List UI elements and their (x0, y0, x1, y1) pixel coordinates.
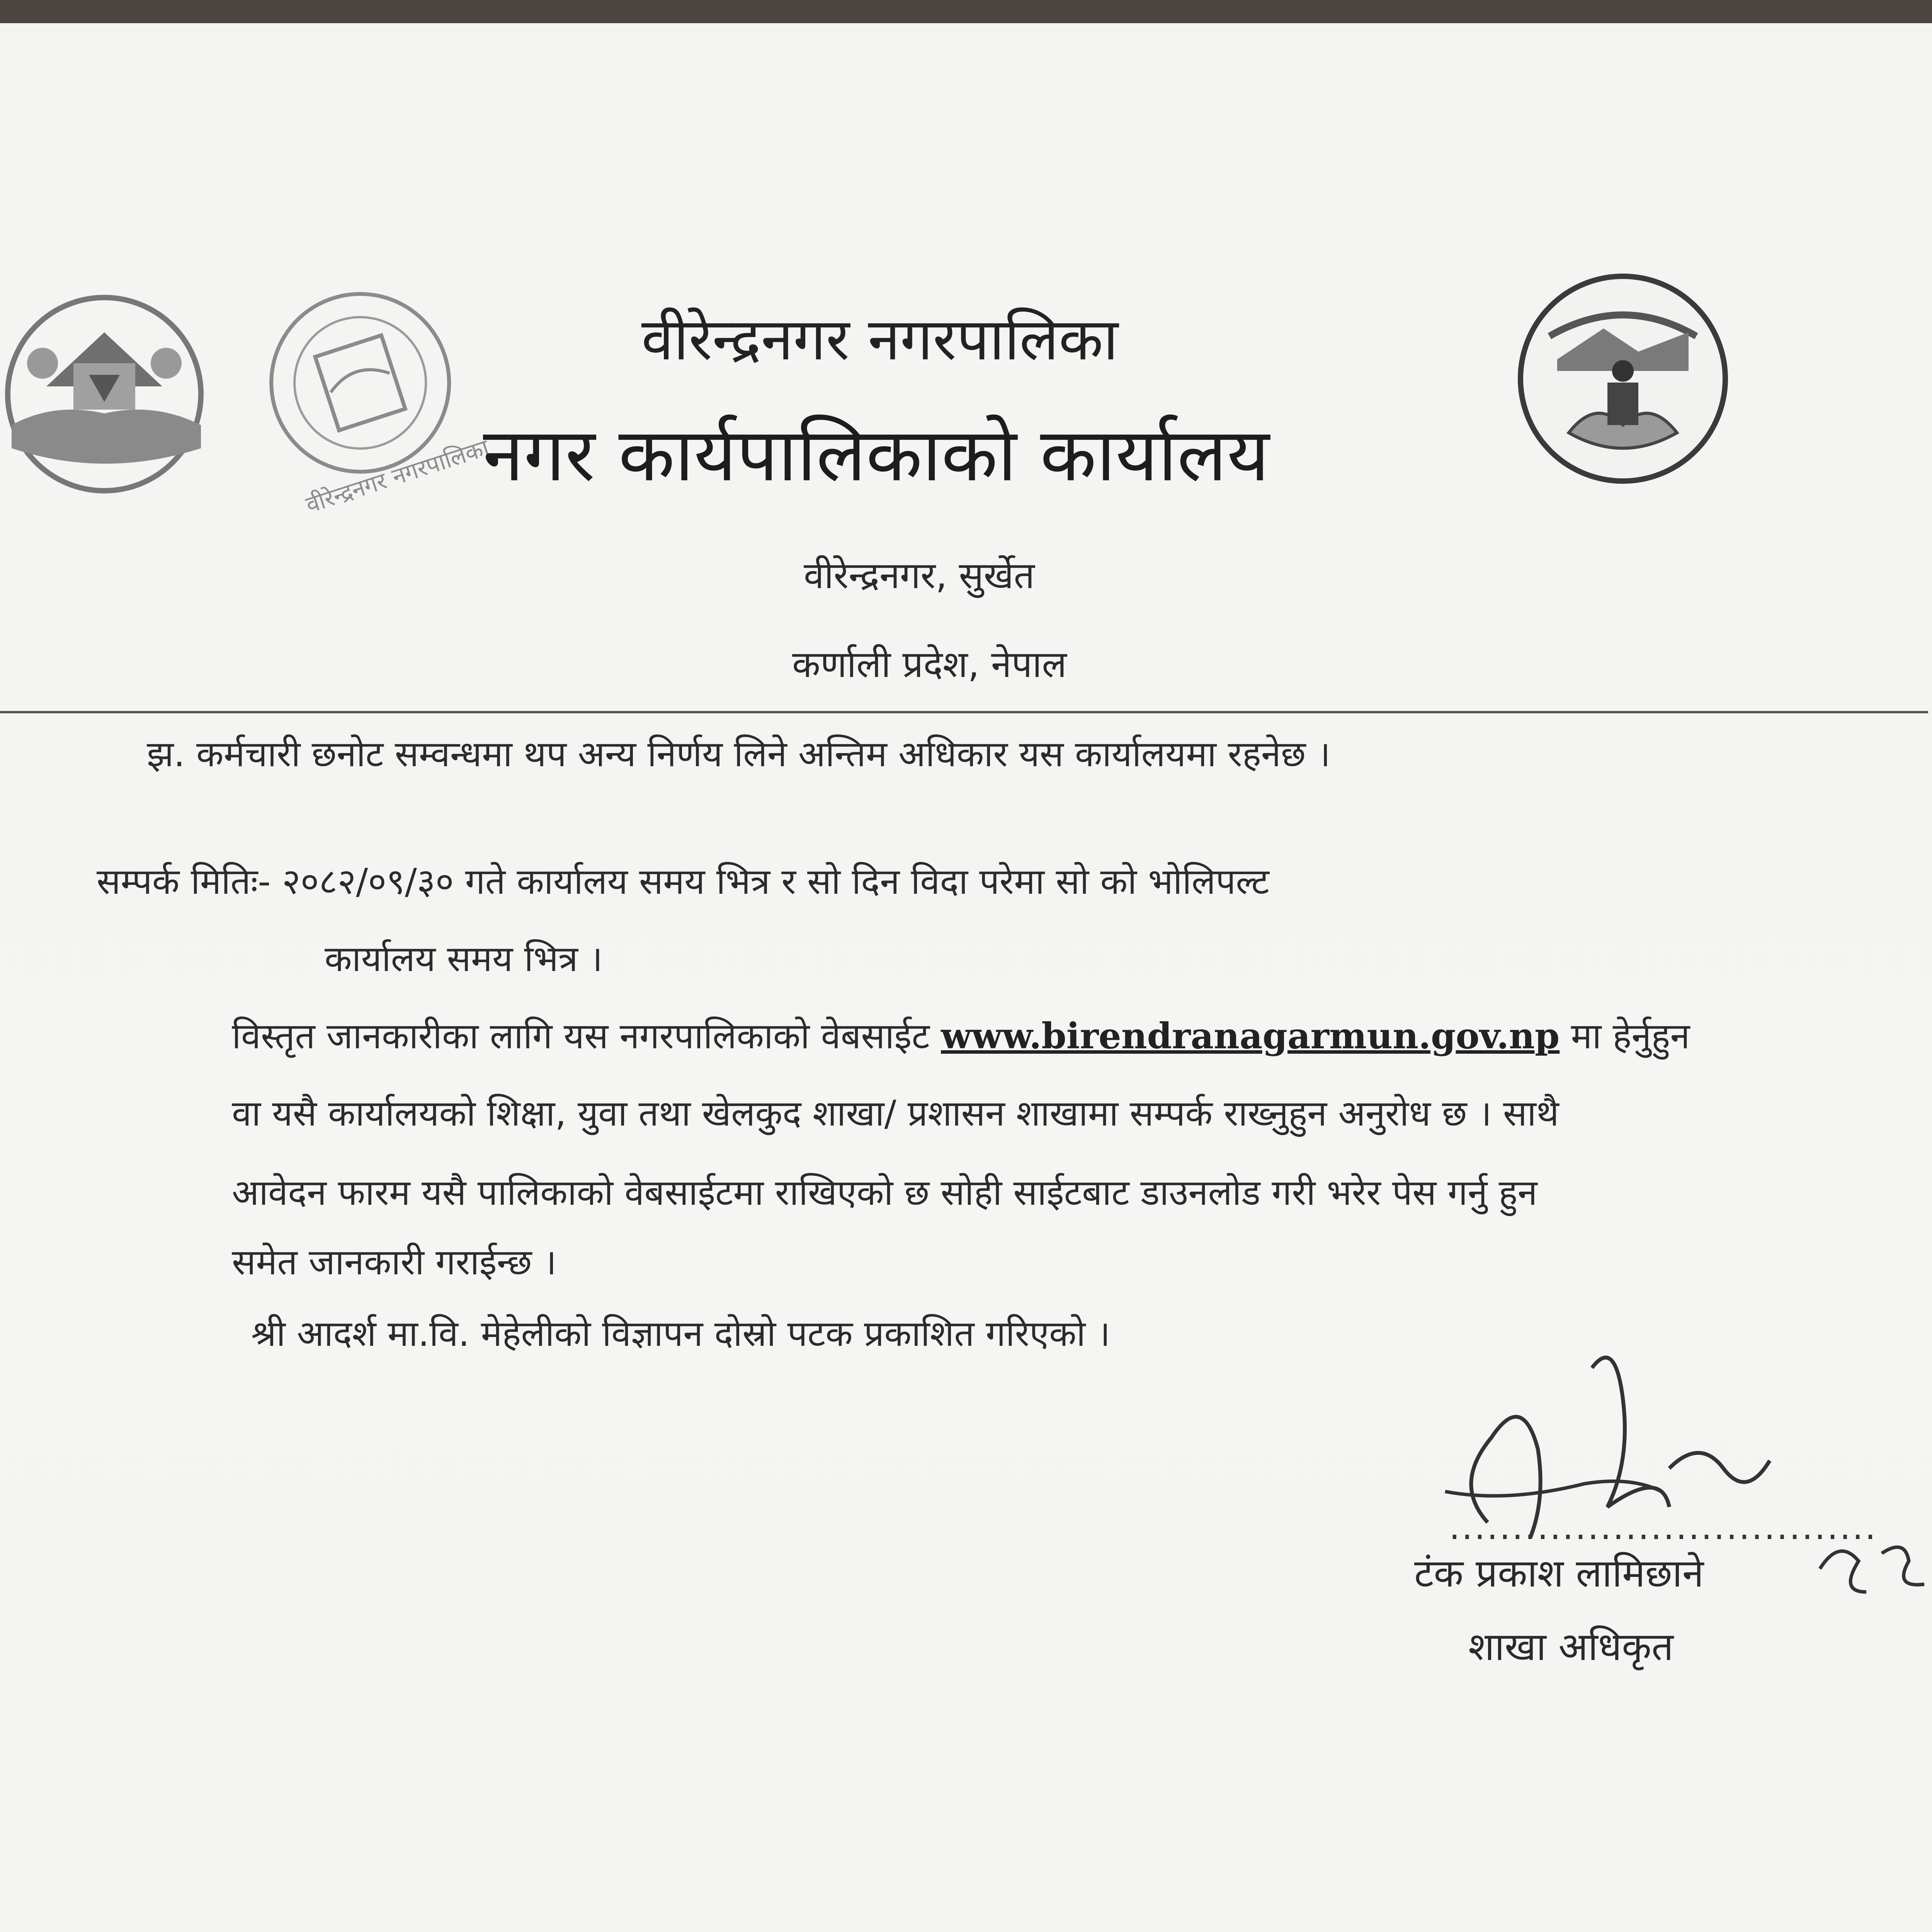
signatory-name: टंक प्रकाश लामिछाने (1414, 1551, 1704, 1596)
address-province: कर्णाली प्रदेश, नेपाल (792, 643, 1067, 686)
office-stamp-icon (236, 240, 514, 541)
info-line-4: समेत जानकारी गराईन्छ । (232, 1242, 557, 1283)
info-line-2: वा यसै कार्यालयको शिक्षा, युवा तथा खेलकुद शाखा/ प्रशासन शाखामा सम्पर्क राख्नुहुन अनुरोध छ । साथै (232, 1093, 1559, 1134)
info-text-post: मा हेर्नुहुन (1560, 1015, 1690, 1057)
address-city: वीरेन्द्रनगर, सुर्खेत (804, 554, 1035, 597)
municipality-name: वीरेन्द्रनगर नगरपालिका (641, 306, 1119, 373)
info-line-3: आवेदन फारम यसै पालिकाको वेबसाईटमा राखिएको छ सोही साईटबाट डाउनलोड गरी भरेर पेस गर्नु हुन (232, 1172, 1537, 1213)
stamp-text: वीरेन्द्रनगर नगरपालिका (302, 434, 493, 519)
office-name: नगर कार्यपालिकाको कार्यालय (483, 412, 1270, 498)
website-link[interactable]: www.birendranagarmun.gov.np (941, 1015, 1560, 1057)
signature-dots: .................................. (1449, 1507, 1878, 1548)
info-line (232, 1010, 1690, 1059)
scan-top-edge (0, 0, 1932, 23)
contact-date-line-cont: कार्यालय समय भित्र । (325, 938, 603, 980)
municipality-logo-icon (1511, 270, 1735, 487)
contact-date-line: सम्पर्क मितिः- २०८२/०९/३० गते कार्यालय समय भित्र र सो दिन विदा परेमा सो को भोलिपल्ट (97, 861, 1269, 902)
info-text-pre: विस्तृत जानकारीका लागि यस नगरपालिकाको वेबसाईट (232, 1015, 941, 1057)
clause-jha: झ. कर्मचारी छनोट सम्वन्धमा थप अन्य निर्णय लिने अन्तिम अधिकार यस कार्यालयमा रहनेछ । (147, 733, 1331, 775)
signatory-title: शाखा अधिकृत (1468, 1624, 1673, 1669)
advert-note: श्री आदर्श मा.वि. मेहेलीको विज्ञापन दोस्रो पटक प्रकाशित गरिएको । (251, 1313, 1111, 1354)
nepal-emblem-icon (0, 286, 216, 502)
header-divider (0, 711, 1928, 713)
